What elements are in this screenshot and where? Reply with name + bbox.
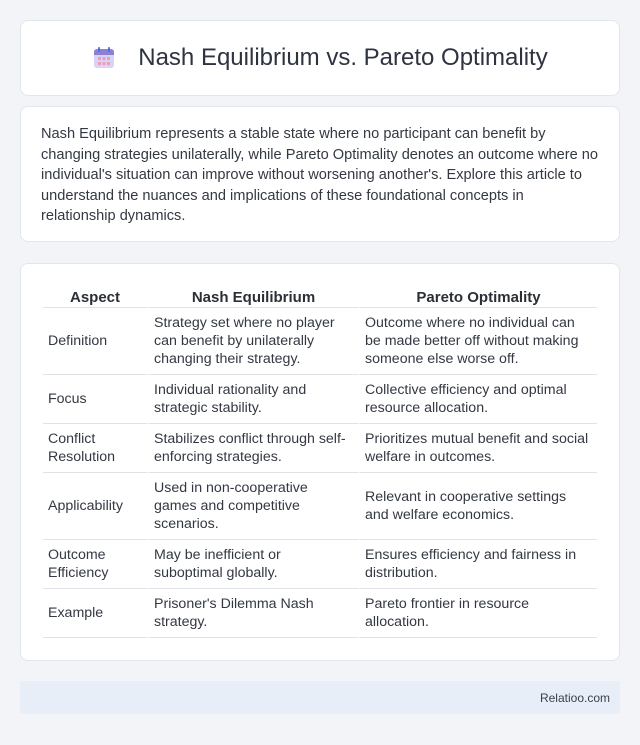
cell-aspect: Applicability [43,473,147,540]
cell-aspect: Example [43,589,147,638]
title-card [20,20,620,96]
table-row [43,473,597,540]
comparison-card [20,263,620,661]
page-title: Nash Equilibrium vs. Pareto Optimality [138,44,548,71]
comparison-table [43,282,597,638]
cell-aspect: Focus [43,375,147,424]
cell-nash: Prisoner's Dilemma Nash strategy. [147,589,358,638]
cell-aspect: Outcome Efficiency [43,540,147,589]
cell-aspect: Conflict Resolution [43,424,147,473]
cell-pareto: Relevant in cooperative settings and welfare economics. [358,473,597,540]
intro-paragraph: Nash Equilibrium represents a stable state where no participant can benefit by changing strategies unilaterally, while Pareto Optimality denotes an outcome where no individual's situation can improve without worsening another's. Explore this article to understand the nuances and implications of these foundational concepts in relationship dynamics. [41,126,599,224]
footer-site-name: Relatioo.com [539,690,610,705]
calendar-icon [92,46,116,70]
cell-nash: Used in non-cooperative games and competitive scenarios. [147,473,358,540]
table-row [43,375,597,424]
table-row [43,424,597,473]
cell-nash: Individual rationality and strategic stability. [147,375,358,424]
header-aspect: Aspect [43,282,147,308]
table-row [43,540,597,589]
footer [20,681,620,714]
cell-pareto: Pareto frontier in resource allocation. [358,589,597,638]
cell-pareto: Prioritizes mutual benefit and social welfare in outcomes. [358,424,597,473]
table-header-row [43,282,597,308]
cell-nash: May be inefficient or suboptimal globally. [147,540,358,589]
cell-pareto: Outcome where no individual can be made better off without making someone else worse off. [358,308,597,375]
table-row [43,308,597,375]
header-pareto: Pareto Optimality [358,282,597,308]
cell-nash: Strategy set where no player can benefit by unilaterally changing their strategy. [147,308,358,375]
title-row [92,44,547,72]
cell-pareto: Ensures efficiency and fairness in distribution. [358,540,597,589]
cell-aspect: Definition [43,308,147,375]
header-nash: Nash Equilibrium [147,282,358,308]
intro-card [20,106,620,242]
cell-pareto: Collective efficiency and optimal resource allocation. [358,375,597,424]
cell-nash: Stabilizes conflict through self-enforcing strategies. [147,424,358,473]
table-row [43,589,597,638]
